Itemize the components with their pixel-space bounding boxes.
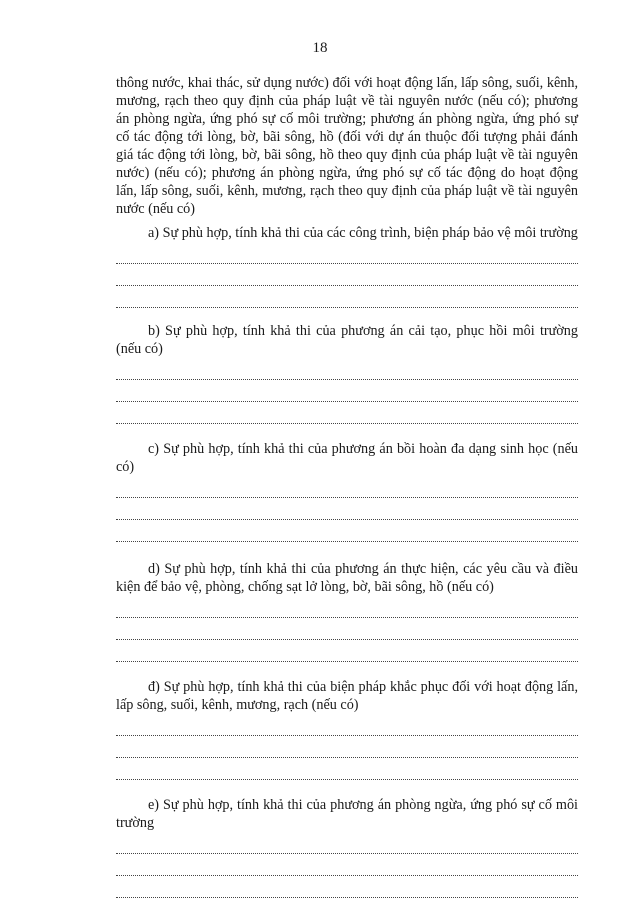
section-heading-dd: đ) Sự phù hợp, tính khả thi của biện pháp khắc phục đối với hoạt động lấn, lấp sông, suối, kênh, mương, rạch (nếu có) — [116, 679, 578, 713]
dotted-answer-line[interactable] — [116, 242, 578, 264]
document-body — [116, 74, 578, 898]
answer-lines-d — [116, 596, 578, 662]
section-dd — [116, 678, 578, 780]
section-heading-c: c) Sự phù hợp, tính khả thi của phương án bồi hoàn đa dạng sinh học (nếu có) — [116, 441, 578, 475]
dotted-answer-line[interactable] — [116, 286, 578, 308]
dotted-answer-line[interactable] — [116, 498, 578, 520]
dotted-answer-line[interactable] — [116, 640, 578, 662]
section-a — [116, 224, 578, 308]
dotted-answer-line[interactable] — [116, 758, 578, 780]
section-c — [116, 440, 578, 542]
dotted-answer-line[interactable] — [116, 618, 578, 640]
intro-paragraph: thông nước, khai thác, sử dụng nước) đối với hoạt động lấn, lấp sông, suối, kênh, mương, rạch theo quy định của pháp luật về tài nguyên nước (nếu có); phương án phòng ngừa, ứng phó sự cố môi trường; phương án phòng ngừa, ứng phó sự cố tác động tới lòng, bờ, bãi sông, hồ (đối với dự án thuộc đối tượng phải đánh giá tác động tới lòng, bờ, bãi sông, hồ theo quy định của pháp luật về tài nguyên nước) (nếu có); phương án phòng ngừa, ứng phó sự cố tác động do hoạt động lấn, lấp sông, suối, kênh, mương, rạch theo quy định của pháp luật về tài nguyên nước (nếu có) — [116, 75, 578, 217]
dotted-answer-line[interactable] — [116, 476, 578, 498]
section-heading-d: d) Sự phù hợp, tính khả thi của phương án thực hiện, các yêu cầu và điều kiện để bảo vệ, phòng, chống sạt lở lòng, bờ, bãi sông, hồ (nếu có) — [116, 561, 578, 595]
dotted-answer-line[interactable] — [116, 876, 578, 898]
dotted-answer-line[interactable] — [116, 736, 578, 758]
dotted-answer-line[interactable] — [116, 264, 578, 286]
dotted-answer-line[interactable] — [116, 596, 578, 618]
dotted-answer-line[interactable] — [116, 380, 578, 402]
dotted-answer-line[interactable] — [116, 358, 578, 380]
dotted-answer-line[interactable] — [116, 402, 578, 424]
section-e — [116, 796, 578, 898]
dotted-answer-line[interactable] — [116, 714, 578, 736]
answer-lines-c — [116, 476, 578, 542]
section-heading-b: b) Sự phù hợp, tính khả thi của phương án cải tạo, phục hồi môi trường (nếu có) — [116, 323, 578, 357]
answer-lines-a — [116, 242, 578, 308]
section-heading-a: a) Sự phù hợp, tính khả thi của các công trình, biện pháp bảo vệ môi trường — [148, 225, 578, 241]
answer-lines-dd — [116, 714, 578, 780]
section-heading-e: e) Sự phù hợp, tính khả thi của phương án phòng ngừa, ứng phó sự cố môi trường — [116, 797, 578, 831]
page-number: 18 — [312, 40, 328, 56]
section-d — [116, 560, 578, 662]
section-b — [116, 322, 578, 424]
answer-lines-e — [116, 832, 578, 898]
dotted-answer-line[interactable] — [116, 832, 578, 854]
dotted-answer-line[interactable] — [116, 854, 578, 876]
dotted-answer-line[interactable] — [116, 520, 578, 542]
answer-lines-b — [116, 358, 578, 424]
